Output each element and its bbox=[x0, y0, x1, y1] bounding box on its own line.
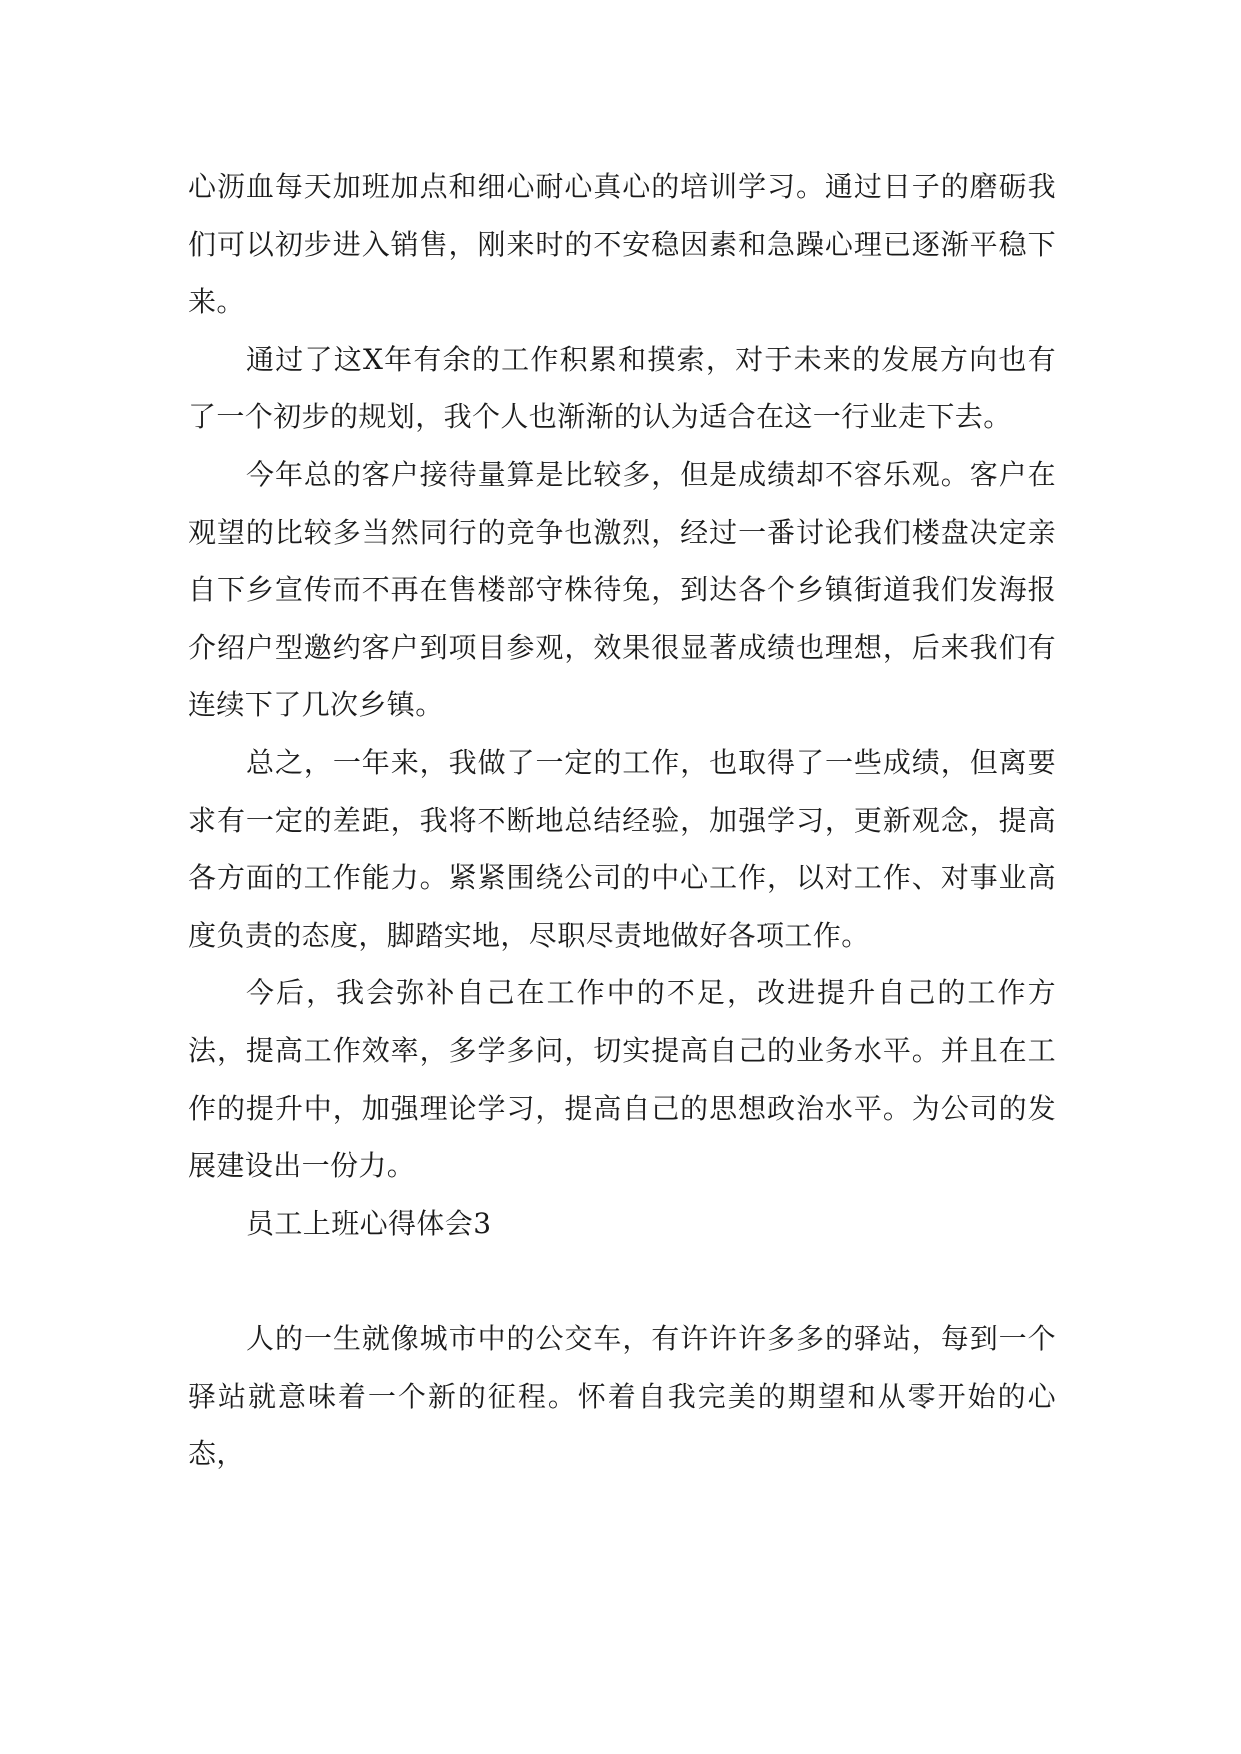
paragraph-3: 今年总的客户接待量算是比较多，但是成绩却不容乐观。客户在观望的比较多当然同行的竞争也激烈，经过一番讨论我们楼盘决定亲自下乡宣传而不再在售楼部守株待兔，到达各个乡镇街道我们发海报介绍户型邀约客户到项目参观，效果很显著成绩也理想，后来我们有连续下了几次乡镇。 bbox=[188, 457, 1056, 722]
document-body bbox=[188, 158, 1056, 1483]
paragraph-6: 人的一生就像城市中的公交车，有许许许多多的驿站，每到一个驿站就意味着一个新的征程。怀着自我完美的期望和从零开始的心态， bbox=[188, 1322, 1056, 1471]
paragraph-2: 通过了这X年有余的工作积累和摸索，对于未来的发展方向也有了一个初步的规划，我个人也渐渐的认为适合在这一行业走下去。 bbox=[188, 342, 1056, 434]
paragraph-5: 今后，我会弥补自己在工作中的不足，改进提升自己的工作方法，提高工作效率，多学多问，切实提高自己的业务水平。并且在工作的提升中，加强理论学习，提高自己的思想政治水平。为公司的发展建设出一份力。 bbox=[188, 976, 1056, 1183]
paragraph-4: 总之，一年来，我做了一定的工作，也取得了一些成绩，但离要求有一定的差距，我将不断地总结经验，加强学习，更新观念，提高各方面的工作能力。紧紧围绕公司的中心工作，以对工作、对事业高度负责的态度，脚踏实地，尽职尽责地做好各项工作。 bbox=[188, 745, 1056, 952]
paragraph-1: 心沥血每天加班加点和细心耐心真心的培训学习。通过日子的磨砺我们可以初步进入销售，刚来时的不安稳因素和急躁心理已逐渐平稳下来。 bbox=[188, 170, 1056, 319]
section-heading: 员工上班心得体会3 bbox=[246, 1206, 492, 1240]
blank-line bbox=[188, 1252, 1056, 1310]
